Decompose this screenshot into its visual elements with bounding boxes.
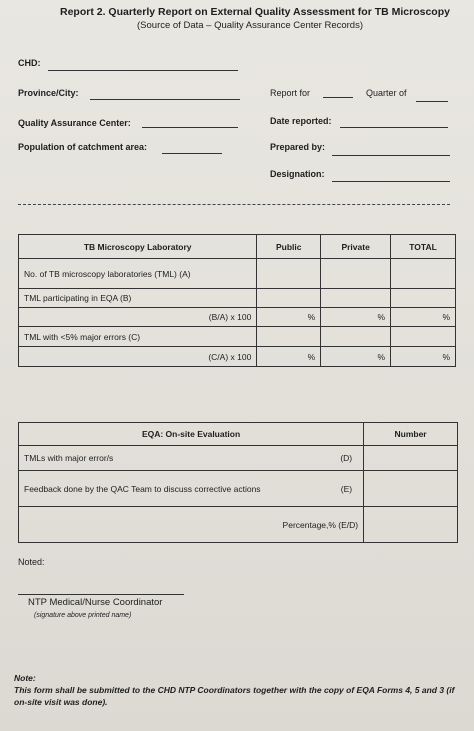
date-reported-field[interactable] <box>340 127 448 128</box>
table-row <box>19 308 456 327</box>
note-heading: Note: <box>14 673 36 683</box>
total-percent[interactable]: % <box>391 308 456 327</box>
report-for-field[interactable] <box>323 97 353 98</box>
row-label-tml-eqa: TML participating in EQA (B) <box>19 289 257 308</box>
table-row <box>19 327 456 347</box>
population-label: Population of catchment area: <box>18 142 148 152</box>
chd-label: CHD: <box>18 58 41 68</box>
qac-label: Quality Assurance Center: <box>18 118 131 128</box>
col-header-public: Public <box>257 235 321 259</box>
row-label-tml-count: No. of TB microscopy laboratories (TML) (A) <box>19 259 257 289</box>
private-percent[interactable]: % <box>321 347 391 367</box>
row-label-tml-errors: TML with <5% major errors (C) <box>19 327 257 347</box>
table-row <box>19 446 458 471</box>
noted-label: Noted: <box>18 557 45 567</box>
table-row <box>19 471 458 507</box>
prepared-by-label: Prepared by: <box>270 142 326 152</box>
col-header-number: Number <box>364 423 458 446</box>
row-feedback <box>19 471 364 507</box>
table-row <box>19 259 456 289</box>
table-header-row <box>19 423 458 446</box>
report-for-label: Report for <box>270 88 311 98</box>
province-field[interactable] <box>90 99 240 100</box>
formula-b-over-a: (B/A) x 100 <box>19 308 257 327</box>
tb-microscopy-table <box>18 234 456 367</box>
total-percent[interactable]: % <box>391 347 456 367</box>
date-reported-label: Date reported: <box>270 116 332 126</box>
public-percent[interactable]: % <box>257 347 321 367</box>
eqa-onsite-table <box>18 422 458 543</box>
section-divider <box>18 204 450 205</box>
quarter-of-label: Quarter of <box>366 88 407 98</box>
coordinator-label: NTP Medical/Nurse Coordinator <box>28 597 163 608</box>
row-label-feedback: Feedback done by the QAC Team to discuss corrective actions <box>24 483 261 494</box>
private-cell[interactable] <box>321 327 391 347</box>
row-label-major-errors: TMLs with major error/s <box>24 453 114 463</box>
private-percent[interactable]: % <box>321 308 391 327</box>
number-cell[interactable] <box>364 507 458 543</box>
row-major-errors <box>19 446 364 471</box>
quarter-of-field[interactable] <box>416 101 448 102</box>
table-row <box>19 347 456 367</box>
designation-label: Designation: <box>270 169 325 179</box>
col-header-eqa: EQA: On-site Evaluation <box>19 423 364 446</box>
public-cell[interactable] <box>257 259 321 289</box>
public-percent[interactable]: % <box>257 308 321 327</box>
number-cell[interactable] <box>364 471 458 507</box>
row-label-percentage: Percentage,% (E/D) <box>19 507 364 543</box>
col-header-total: TOTAL <box>391 235 456 259</box>
report-subtitle: (Source of Data – Quality Assurance Center Records) <box>137 20 363 31</box>
designation-field[interactable] <box>332 181 450 182</box>
signature-line[interactable] <box>18 594 184 595</box>
total-cell[interactable] <box>391 259 456 289</box>
public-cell[interactable] <box>257 327 321 347</box>
col-header-private: Private <box>321 235 391 259</box>
table-row <box>19 289 456 308</box>
private-cell[interactable] <box>321 289 391 308</box>
code-d: (D) <box>340 453 353 463</box>
prepared-by-field[interactable] <box>332 155 450 156</box>
qac-field[interactable] <box>142 127 238 128</box>
table-header-row <box>19 235 456 259</box>
signature-caption: (signature above printed name) <box>34 612 132 619</box>
col-header-laboratory: TB Microscopy Laboratory <box>19 235 257 259</box>
formula-c-over-a: (C/A) x 100 <box>19 347 257 367</box>
population-field[interactable] <box>162 153 222 154</box>
note-text: This form shall be submitted to the CHD NTP Coordinators together with the copy of EQA Forms 4, 5 and 3 (if on-site visit was done). <box>14 685 455 707</box>
code-e: (E) <box>340 483 353 494</box>
number-cell[interactable] <box>364 446 458 471</box>
province-label: Province/City: <box>18 88 79 98</box>
public-cell[interactable] <box>257 289 321 308</box>
chd-field[interactable] <box>48 70 238 71</box>
report-title: Report 2. Quarterly Report on External Quality Assessment for TB Microscopy <box>60 6 450 18</box>
private-cell[interactable] <box>321 259 391 289</box>
total-cell[interactable] <box>391 327 456 347</box>
total-cell[interactable] <box>391 289 456 308</box>
table-row <box>19 507 458 543</box>
